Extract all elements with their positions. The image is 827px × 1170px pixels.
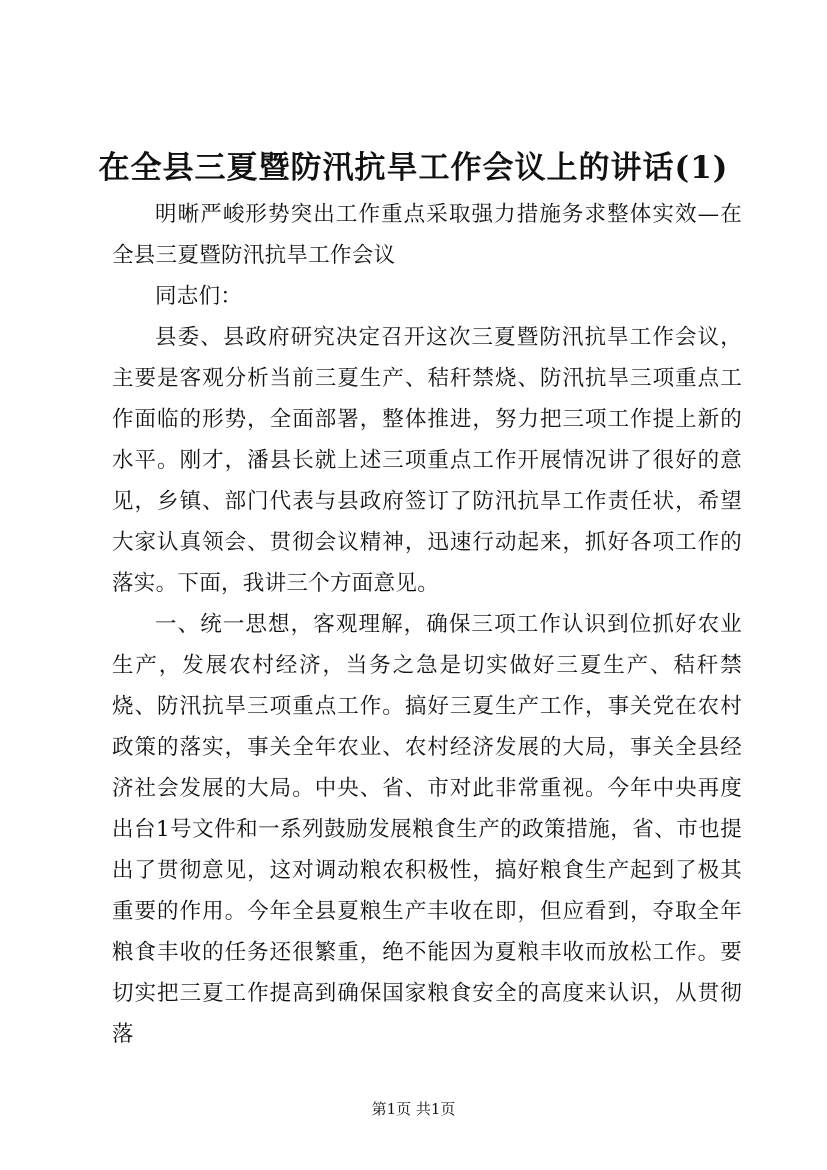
paragraph-intro: 县委、县政府研究决定召开这次三夏暨防汛抗旱工作会议，主要是客观分析当前三夏生产、秸秆禁烧、防汛抗旱三项重点工作面临的形势，全面部署，整体推进，努力把三项工作提上新的水平。刚才，潘县长就上述三项重点工作开展情况讲了很好的意见，乡镇、部门代表与县政府签订了防汛抗旱工作责任状，希望大家认真领会、贯彻会议精神，迅速行动起来，抓好各项工作的落实。下面，我讲三个方面意见。 [112, 325, 742, 596]
document-body [112, 194, 742, 1055]
document-title: 在全县三夏暨防汛抗旱工作会议上的讲话(1) [98, 150, 729, 186]
page-number-label: 第1页 共1页 [371, 1100, 456, 1118]
document-subtitle: 明晰严峻形势突出工作重点采取强力措施务求整体实效—在全县三夏暨防汛抗旱工作会议 [112, 202, 742, 268]
page-footer [0, 1099, 827, 1119]
paragraph-section-one: 一、统一思想，客观理解，确保三项工作认识到位抓好农业生产，发展农村经济，当务之急是切实做好三夏生产、秸秆禁烧、防汛抗旱三项重点工作。搞好三夏生产工作，事关党在农村政策的落实，事关全年农业、农村经济发展的大局，事关全县经济社会发展的大局。中央、省、市对此非常重视。今年中央再度出台1号文件和一系列鼓励发展粮食生产的政策措施，省、市也提出了贯彻意见，这对调动粮农积极性，搞好粮食生产起到了极其重要的作用。今年全县夏粮生产丰收在即，但应看到，夺取全年粮食丰收的任务还很繁重，绝不能因为夏粮丰收而放松工作。要切实把三夏工作提高到确保国家粮食安全的高度来认识，从贯彻落 [112, 612, 742, 1047]
salutation: 同志们： [155, 284, 243, 309]
